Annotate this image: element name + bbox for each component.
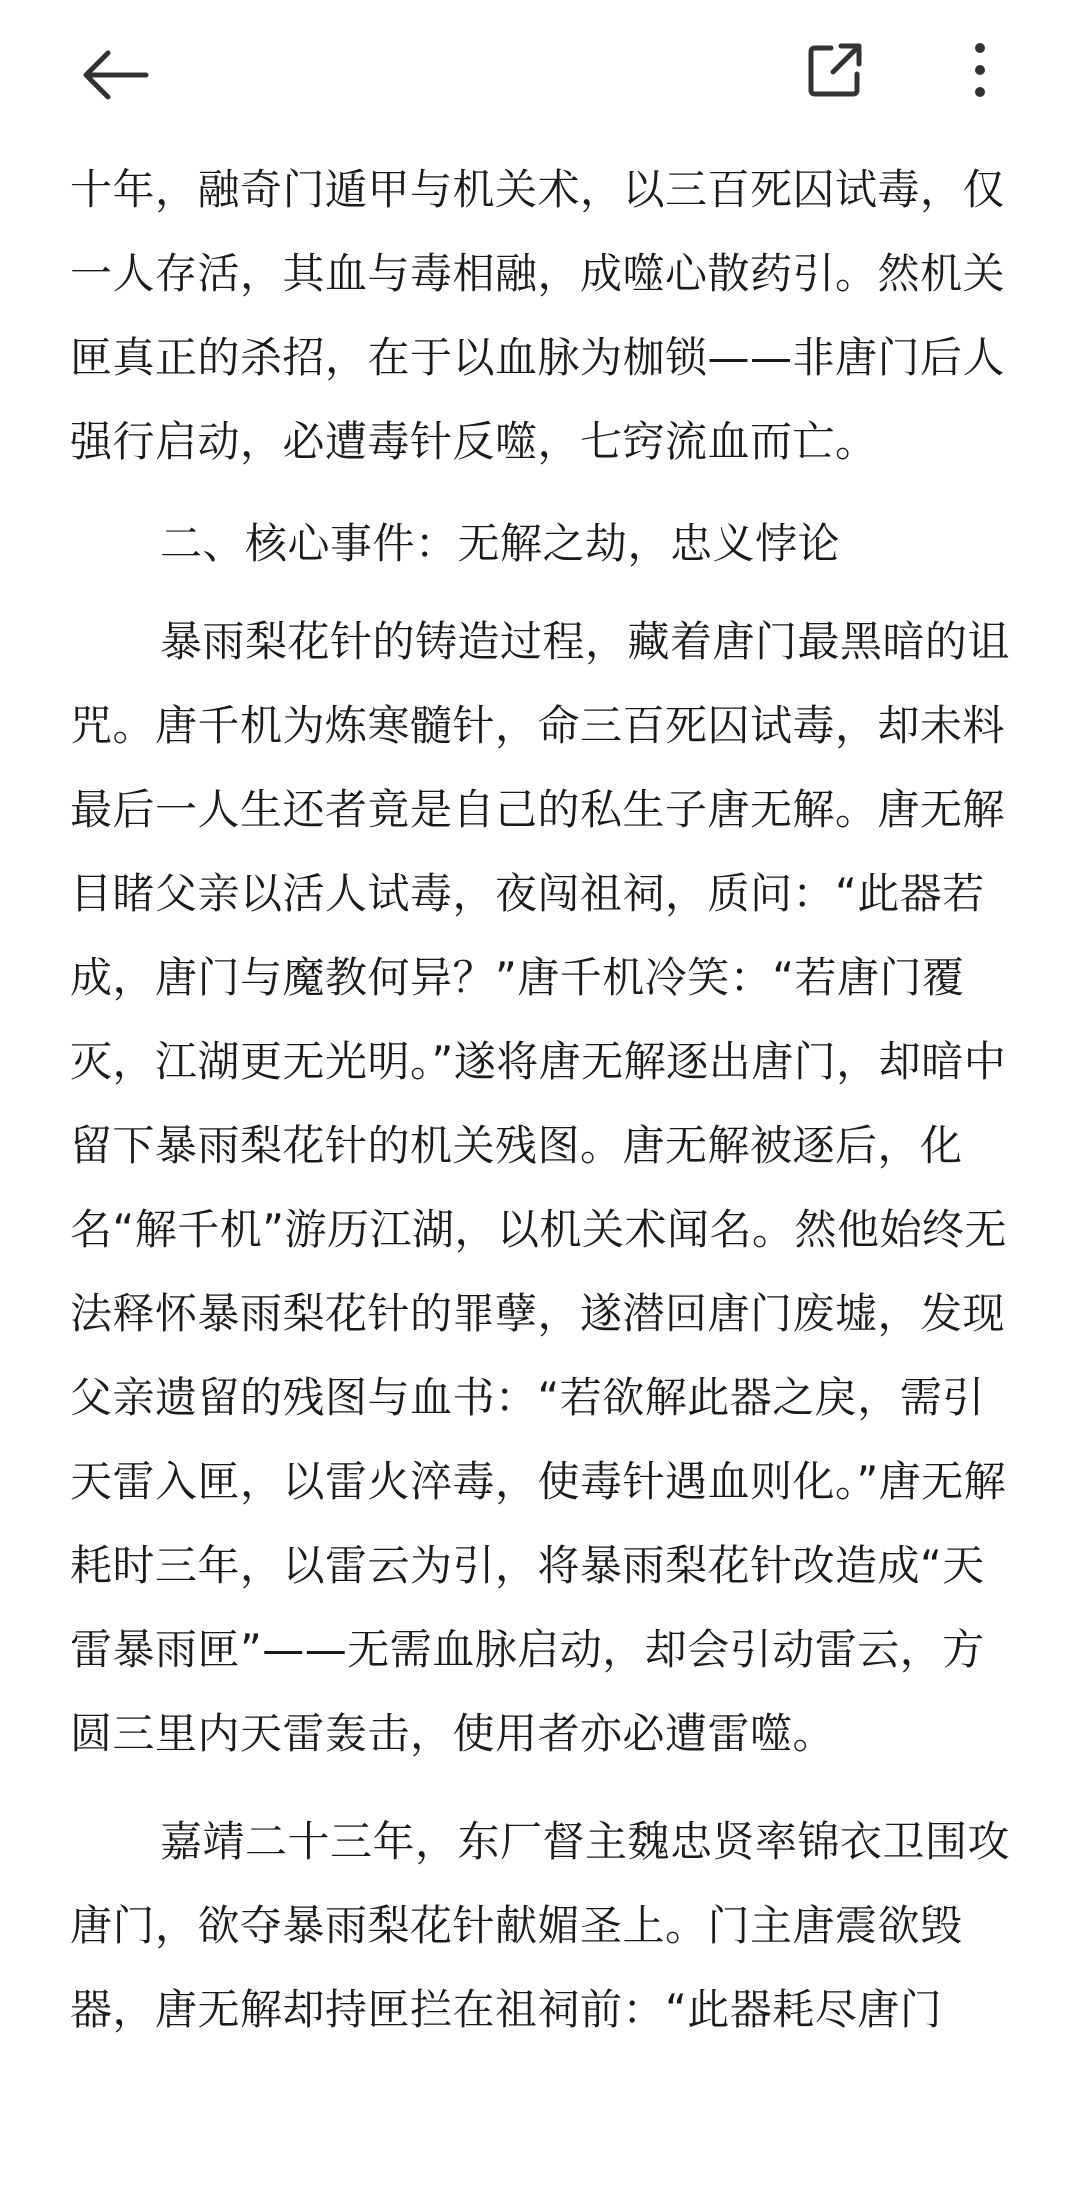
more-vertical-icon [970,40,990,100]
article-paragraph: 嘉靖二十三年，东厂督主魏忠贤率锦衣卫围攻唐门，欲夺暴雨梨花针献媚圣上。门主唐震欲毁器，唐无解却持匣拦在祖祠前：“此器耗尽唐门 [70,1817,1011,2034]
article-paragraph-intro: 十年，融奇门遁甲与机关术，以三百死囚试毒，仅一人存活，其血与毒相融，成噬心散药引。然机关匣真正的杀招，在于以血脉为枷锁——非唐门后人强行启动，必遭毒针反噬，七窍流血而亡。 [70,165,1006,466]
article-paragraph: 暴雨梨花针的铸造过程，藏着唐门最黑暗的诅咒。唐千机为炼寒髓针，命三百死囚试毒，却未料最后一人生还者竟是自己的私生子唐无解。唐无解目睹父亲以活人试毒，夜闯祖祠，质问：“此器若成，唐门与魔教何异？”唐千机冷笑：“若唐门覆灭，江湖更无光明。”遂将唐无解逐出唐门，却暗中留下暴雨梨花针的机关残图。唐无解被逐后，化名“解千机”游历江湖，以机关术闻名。然他始终无法释怀暴雨梨花针的罪孽，遂潜回唐门废墟，发现父亲遗留的残图与血书：“若欲解此器之戾，需引天雷入匣，以雷火淬毒，使毒针遇血则化。”唐无解耗时三年，以雷云为引，将暴雨梨花针改造成“天雷暴雨匣”——无需血脉启动，却会引动雷云，方圆三里内天雷轰击，使用者亦必遭雷噬。 [70,617,1011,1758]
paragraph-gap [70,1776,1020,1800]
open-external-icon [805,40,865,100]
top-app-bar [0,0,1080,140]
back-button[interactable] [60,30,170,120]
arrow-left-icon [80,50,150,100]
more-options-button[interactable] [945,30,1015,110]
article-body [70,148,1020,2052]
section-heading: 二、核心事件：无解之劫，忠义悖论 [160,519,841,568]
open-external-button[interactable] [790,30,880,110]
